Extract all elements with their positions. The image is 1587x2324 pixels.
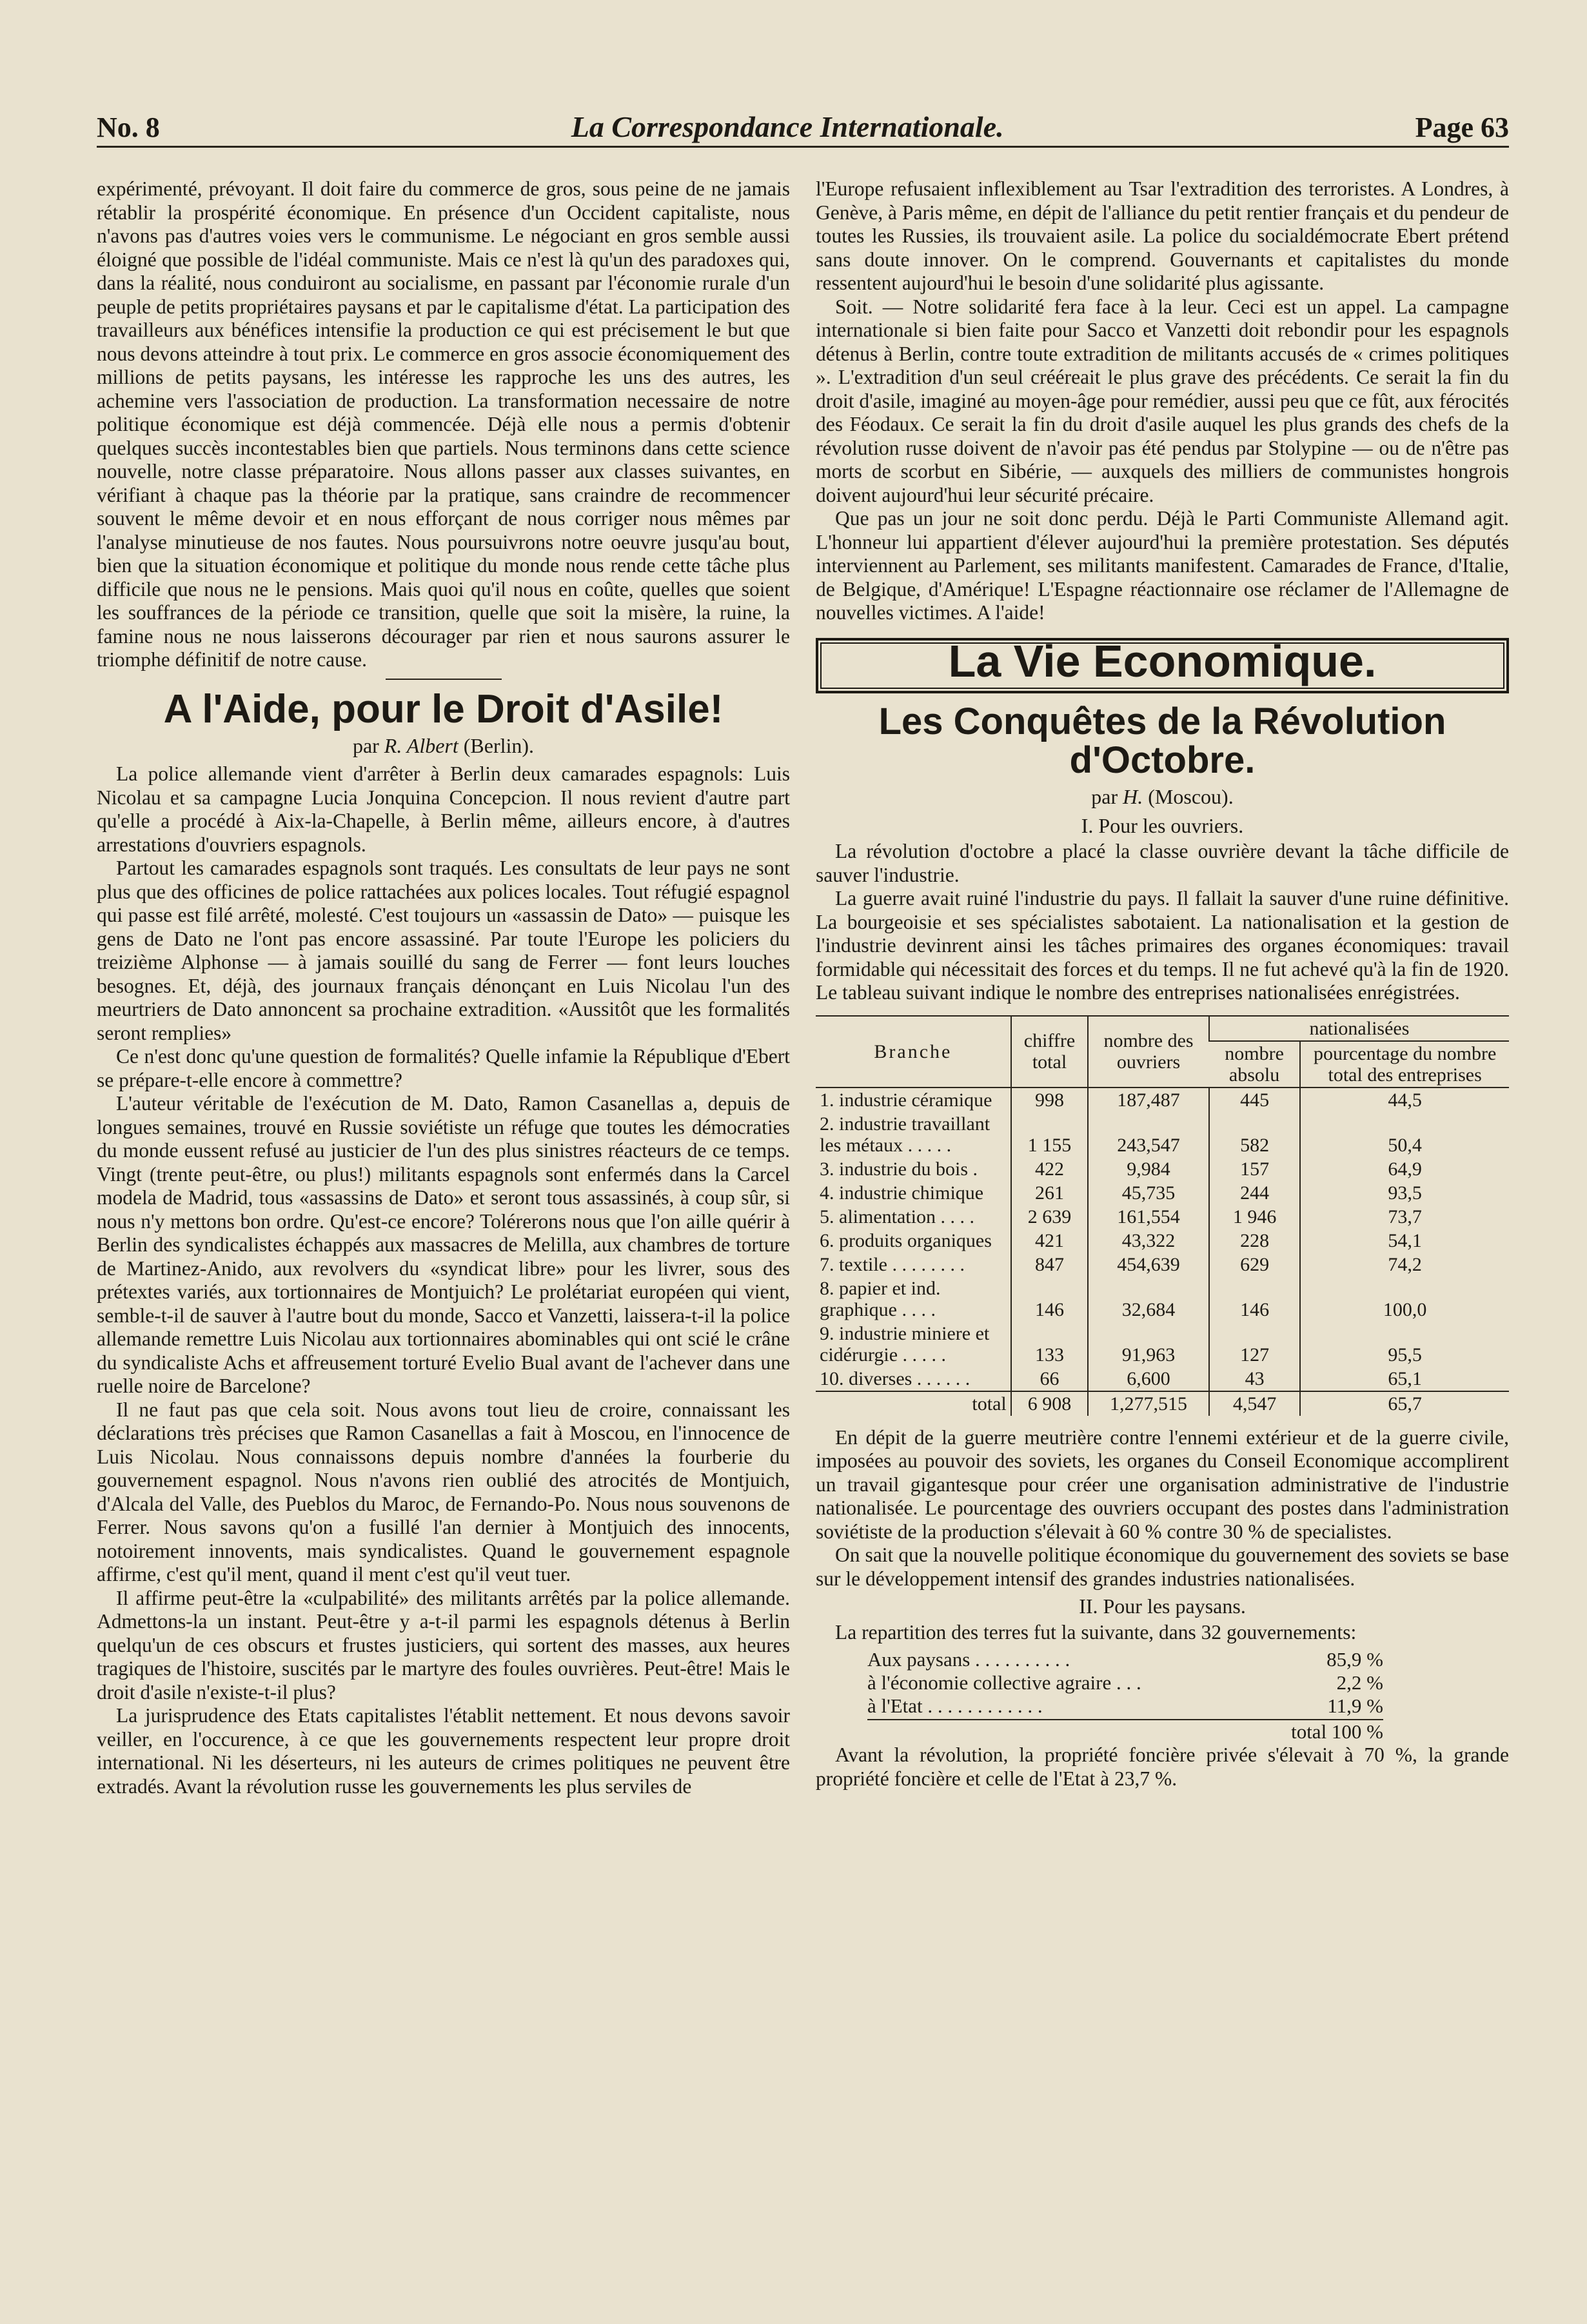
table-cell: total <box>816 1391 1011 1416</box>
paragraph: Que pas un jour ne soit donc perdu. Déjà le Parti Communiste Allemand agit. L'honneur lui appartient d'élever aujourd'hui la première protestation. Ses députés interviennent au Parlement, ses militants manifestent. Camarades de France, d'Italie, de Belgique, d'Amérique! L'Espagne réactionnaire ose réclamer de l'Allemagne de nouvelles victimes. A l'aide! <box>816 507 1509 624</box>
table-cell: 64,9 <box>1300 1157 1509 1181</box>
table-cell: 454,639 <box>1088 1253 1209 1276</box>
table-cell: 44,5 <box>1300 1088 1509 1112</box>
table-cell: 54,1 <box>1300 1229 1509 1253</box>
section-title-box <box>816 635 1509 694</box>
paragraph: Partout les camarades espagnols sont traqués. Les consultats de leur pays ne sont plus que des officines de police rattachées aux polices locales. Tout réfugié espagnol qui passe est filé arrêté, molesté. C'est toujours un «assassin de Dato» — puisque les gens de Dato ne l'ont pas encore assassiné. Par toute l'Europe les policiers du treizième Alphonse — à jamais souillé du sang de Ferrer — font leurs louches besognes. Et, déjà, des journaux français dénonçant en Luis Nicolau l'un des meurtriers de Dato annoncent sa prochaine extradition. «Aussitôt que les formalités seront remplies» <box>97 857 790 1044</box>
table-cell: 50,4 <box>1300 1112 1509 1157</box>
byline-prefix: par <box>352 733 379 757</box>
table-cell: 6 908 <box>1011 1391 1089 1416</box>
table-cell: 74,2 <box>1300 1253 1509 1276</box>
table-cell: 3. industrie du bois . <box>820 1158 978 1180</box>
table-cell: 261 <box>1011 1181 1089 1205</box>
separator-rule <box>386 679 502 680</box>
left-column <box>97 177 790 1798</box>
table-row <box>816 1276 1509 1322</box>
table-cell: 4,547 <box>1209 1391 1300 1416</box>
article-title-asile: A l'Aide, pour le Droit d'Asile! <box>163 686 724 731</box>
list-item <box>867 1648 1383 1671</box>
table-header: chiffre total <box>1011 1016 1089 1088</box>
paragraph: Soit. — Notre solidarité fera face à la leur. Ceci est un appel. La campagne internationale si bien faite pour Sacco et Vanzetti doit rebondir pour les espagnols détenus à Berlin, contre toute extradition de militants accusés de « crimes politiques ». L'extradition d'un seul crééreait le plus grave des précédents. Ce serait la fin du droit d'asile, imaginé au moyen-âge pour remédier, aussi peu que ce fût, aux férocités des Féodaux. Ce serait la fin du droit d'asile auquel les plus grands des chefs de la révolution russe doivent de n'avoir pas été pendus par Stolypine — ou de n'être pas morts de scorbut en Sibérie, — auxquels des milliers de communistes hongrois doivent aujourd'hui leur sécurité précaire. <box>816 295 1510 506</box>
issue-number: No. 8 <box>97 112 160 143</box>
table-cell: 43,322 <box>1088 1229 1209 1253</box>
table-cell: 66 <box>1011 1367 1089 1391</box>
paragraph: La guerre avait ruiné l'industrie du pays. Il fallait la sauver d'une ruine définitive. La bourgeoisie et ses spécialistes sabotaient. La nationalisation et la gestion de l'industrie devinrent ainsi les tâches primaires des organes économiques: travail formidable qui nécessitait des forces et du temps. Il ne fut achevé qu'à la fin de 1920. Le tableau suivant indique le nombre des entreprises nationalisées enrégistrées. <box>816 887 1509 1004</box>
table-cell: 10. diverses . . . . . . <box>820 1367 971 1389</box>
table-cell: 4. industrie chimique <box>820 1182 984 1204</box>
table-cell: 5. alimentation . . . . <box>820 1206 974 1227</box>
list-item-label: à l'économie collective agraire . . . <box>867 1671 1141 1694</box>
table-cell: 65,7 <box>1300 1391 1509 1416</box>
table-cell: 998 <box>1011 1088 1089 1112</box>
table-cell: 445 <box>1209 1088 1300 1112</box>
paragraph: En dépit de la guerre meutrière contre l'ennemi extérieur et de la guerre civile, imposées au pouvoir des soviets, les organes du Conseil Economique accomplirent un travail gigantesque pour créer une organisation administrative de l'industrie nationalisée. Le pourcentage des ouvriers occupant des postes dans l'administration soviétiste de la production s'élevait à 60 % contre 30 % de specialistes. <box>816 1425 1509 1543</box>
page-number: Page 63 <box>1415 112 1509 143</box>
table-header: nombre des ouvriers <box>1088 1016 1209 1088</box>
table-cell: 146 <box>1011 1276 1089 1322</box>
table-cell: 421 <box>1011 1229 1089 1253</box>
table-cell: 847 <box>1011 1253 1089 1276</box>
paragraph: Il ne faut pas que cela soit. Nous avons tout lieu de croire, connaissant les déclarations très précises que Ramon Casanellas a fait à Moscou, en l'innocence de Luis Nicolau. Nous connaissons depuis nombre d'années la fourberie du gouvernement espagnol. Nous n'avons rien oublié des atrocités de Montjuich, d'Alcala del Valle, des Pueblos du Maroc, de Fernando-Po. Nous nous souvenons de Ferrer. Nous savons qu'on a fusillé l'an dernier à Montjuich des innocents, notoirement innovents, mais syndicalistes. Quand le gouvernement espagnole affirme, c'est qu'il ment, quand il ment c'est qu'il veut tuer. <box>97 1398 790 1585</box>
table-group-header: nationalisées <box>1209 1016 1509 1041</box>
nationalisation-table <box>816 1015 1509 1416</box>
table-cell: 1 946 <box>1209 1205 1300 1229</box>
paragraph: On sait que la nouvelle politique économique du gouvernement des soviets se base sur le développement intensif des grandes industries nationalisées. <box>816 1544 1509 1590</box>
table-cell: 95,5 <box>1300 1322 1509 1367</box>
byline-albert <box>97 734 790 758</box>
table-cell: 8. papier et ind. graphique . . . . <box>820 1277 941 1320</box>
table-cell: 7. textile . . . . . . . . <box>820 1253 965 1275</box>
table-cell: 100,0 <box>1300 1276 1509 1322</box>
table-cell: 43 <box>1209 1367 1300 1391</box>
section-title: La Vie Economique. <box>948 635 1377 686</box>
table-cell: 1. industrie céramique <box>820 1089 992 1111</box>
table-row <box>816 1322 1509 1367</box>
table-row <box>816 1157 1509 1181</box>
land-distribution-list <box>867 1648 1509 1743</box>
list-item-value: 85,9 % <box>1326 1648 1383 1671</box>
paragraph: La repartition des terres fut la suivante, dans 32 gouvernements: <box>835 1620 1357 1644</box>
paragraph: La jurisprudence des Etats capitalistes l'établit nettement. Et nous devons savoir veiller, en l'occurence, à ce que les gouvernements respectent leur propre droit international. Ni les déserteurs, ni les auteurs de crimes politiques ne peuvent être extradés. Avant la révolution russe les gouvernements les plus serviles de <box>97 1704 790 1798</box>
table-cell: 2 639 <box>1011 1205 1089 1229</box>
table-total-row <box>816 1391 1509 1416</box>
table-cell: 133 <box>1011 1322 1089 1367</box>
list-item <box>867 1694 1383 1718</box>
subheading-paysans: II. Pour les paysans. <box>1079 1594 1246 1618</box>
paragraph: Ce n'est donc qu'une question de formalités? Quelle infamie la République d'Ebert se prépare-t-elle encore à commettre? <box>97 1045 790 1091</box>
byline-author: H. <box>1123 785 1143 808</box>
table-cell: 243,547 <box>1088 1112 1209 1157</box>
table-cell: 127 <box>1209 1322 1300 1367</box>
table-cell: 93,5 <box>1300 1181 1509 1205</box>
table-cell: 244 <box>1209 1181 1300 1205</box>
paragraph: La révolution d'octobre a placé la classe ouvrière devant la tâche difficile de sauver l'industrie. <box>816 840 1509 886</box>
byline-place: (Berlin). <box>463 733 535 757</box>
table-row <box>816 1367 1509 1391</box>
table-header: pourcentage du nombre total des entreprises <box>1300 1041 1509 1088</box>
table-cell: 629 <box>1209 1253 1300 1276</box>
table-header: nombre absolu <box>1225 1042 1284 1086</box>
byline-h <box>816 785 1509 809</box>
table-cell: 157 <box>1209 1157 1300 1181</box>
table-header: Branche <box>874 1040 952 1062</box>
table-cell: 73,7 <box>1300 1205 1509 1229</box>
table-row <box>816 1088 1509 1112</box>
paragraph: Il affirme peut-être la «culpabilité» des militants arrêtés par la police allemande. Admettons-la un instant. Peut-être y a-t-il parmi les espagnols détenus à Berlin quelqu'un de ces obscurs et frustes justiciers, qui sortent des masses, aux heures tragiques de l'histoire, suscités par le martyre des foules ouvrières. Peut-être! Mais le droit d'asile n'existe-t-il plus? <box>97 1586 790 1703</box>
article-title-conquetes: Les Conquêtes de la Révolution d'Octobre. <box>878 700 1446 781</box>
subheading-ouvriers: I. Pour les ouvriers. <box>1081 813 1244 837</box>
list-item-value: 2,2 % <box>1336 1671 1383 1694</box>
table-cell: 65,1 <box>1300 1367 1509 1391</box>
table-cell: 9. industrie miniere et cidérurgie . . . . . <box>820 1322 990 1366</box>
table-cell: 9,984 <box>1088 1157 1209 1181</box>
byline-place: (Moscou). <box>1148 785 1234 808</box>
byline-prefix: par <box>1091 785 1118 808</box>
table-cell: 161,554 <box>1088 1205 1209 1229</box>
table-row <box>816 1229 1509 1253</box>
paragraph: l'Europe refusaient inflexiblement au Tsar l'extradition des terroristes. A Londres, à Genève, à Paris même, en dépit de l'alliance du petit rentier français et du pendeur de toutes les Russies, ils trouvaient asile. La police du socialdémocrate Ebert prétend sans doute innover. On le comprend. Gouvernants et capitalistes du monde ressentent aujourd'hui le besoin d'une solidarité plus agissante. <box>816 177 1509 294</box>
list-item <box>867 1671 1383 1694</box>
list-item-value: 11,9 % <box>1327 1694 1383 1717</box>
paragraph: La police allemande vient d'arrêter à Berlin deux camarades espagnols: Luis Nicolau et sa campagne Lucia Jonquina Concepcion. Il nous revient d'autre part qu'elle a procédé à Aix-la-Chapelle, à Berlin même, ailleurs encore, à d'autres arrestations d'ouvriers espagnols. <box>97 762 790 856</box>
table-cell: 582 <box>1209 1112 1300 1157</box>
table-cell: 6,600 <box>1088 1367 1209 1391</box>
right-column <box>816 177 1509 1791</box>
table-cell: 187,487 <box>1088 1088 1209 1112</box>
table-row <box>816 1205 1509 1229</box>
paragraph: L'auteur véritable de l'exécution de M. Dato, Ramon Casanellas a, depuis de longues semaines, trouvé en Russie soviétiste un réfuge que toutes les démocraties du monde eussent refusé au justicier de l'un des plus sinistres réacteurs de ce temps. Vingt (trente peut-être, ou plus!) militants espagnols sont enfermés dans la Carcel modela de Madrid, tous «assassins de Dato» et seront tous assassinés, à coup sûr, si nous n'y mettons bon ordre. Qu'est-ce encore? Tolérerons nous que l'on aille quérir à Berlin des syndicalistes échappés aux massacres de Melilla, aux chambres de torture de Martinez-Anido, aux revolvers du «syndicat libre» pour les livrer, sous des prétextes variés, aux tortionnaires de Montjuich? Le prolétariat européen qui vient, semble-t-il de sauver à l'autre bout du monde, Sacco et Vanzetti, laissera-t-il la police allemande remettre Luis Nicolau aux tortionnaires abominables qui ont scié le crâne du syndicaliste Achs et affreusement torturé Evelio Bual avant de l'achever dans une ruelle noire de Barcelone? <box>97 1092 790 1397</box>
byline-author: R. Albert <box>384 733 458 757</box>
table-cell: 228 <box>1209 1229 1300 1253</box>
table-cell: 2. industrie travaillant les métaux . . . . . <box>820 1113 991 1156</box>
table-cell: 6. produits organiques <box>820 1229 992 1251</box>
table-cell: 91,963 <box>1088 1322 1209 1367</box>
table-row <box>816 1181 1509 1205</box>
paragraph: Avant la révolution, la propriété foncière privée s'élevait à 70 %, la grande propriété foncière et celle de l'Etat à 23,7 %. <box>816 1743 1509 1790</box>
table-cell: 146 <box>1209 1276 1300 1322</box>
table-cell: 45,735 <box>1088 1181 1209 1205</box>
table-cell: 1 155 <box>1011 1112 1089 1157</box>
table-cell: 32,684 <box>1088 1276 1209 1322</box>
table-cell: 1,277,515 <box>1088 1391 1209 1416</box>
table-cell: 422 <box>1011 1157 1089 1181</box>
page-header <box>97 110 1509 148</box>
land-total: total 100 % <box>867 1719 1383 1743</box>
table-row <box>816 1253 1509 1276</box>
list-item-label: Aux paysans . . . . . . . . . . <box>867 1648 1070 1671</box>
intro-paragraph: expérimenté, prévoyant. Il doit faire du commerce de gros, sous peine de ne jamais rétablir la prospérité économique. En présence d'un Occident capitaliste, nous n'avons pas d'autres voies vers le communisme. Le négociant en gros semble aussi éloigné que possible de l'idéal communiste. Mais ce n'est là qu'un des paradoxes qui, dans la réalité, nous conduiront au socialisme, en passant par l'économie rurale d'un peuple de petits propriétaires paysans et par le capitalisme d'état. La participation des travailleurs aux bénéfices intensifie la production ce qui est précisement le but que nous devons atteindre à tout prix. Le commerce en gros associe économiquement des millions de petits paysans, les intéresse les rapproche les uns des autres, les achemine vers l'association de production. La transformation necessaire de notre politique économique est déjà commencée. Déjà elle nous a permis d'obtenir quelques succès incontestables bien que partiels. Nous terminons dans cette science nouvelle, notre classe préparatoire. Nous allons passer aux classes suivantes, en vérifiant à chaque pas la théorie par la pratique, sans craindre de recommencer souvent le même devoir et en nous efforçant de nous corriger nous mêmes par l'analyse minutieuse de nos fautes. Nous poursuivrons notre oeuvre jusqu'au bout, bien que la situation économique et politique du monde nous rende cette tâche plus difficile que nous ne le pensions. Mais quoi qu'il nous en coûte, quelles que soient les souffrances de la période ce transition, quelle que soit la misère, la ruine, la famine nous ne nous laisserons décourager par rien et nous saurons assurer le triomphe définitif de notre cause. <box>97 177 790 671</box>
journal-title: La Correspondance Internationale. <box>571 110 1004 143</box>
table-row <box>816 1112 1509 1157</box>
list-item-label: à l'Etat . . . . . . . . . . . . <box>867 1694 1043 1717</box>
